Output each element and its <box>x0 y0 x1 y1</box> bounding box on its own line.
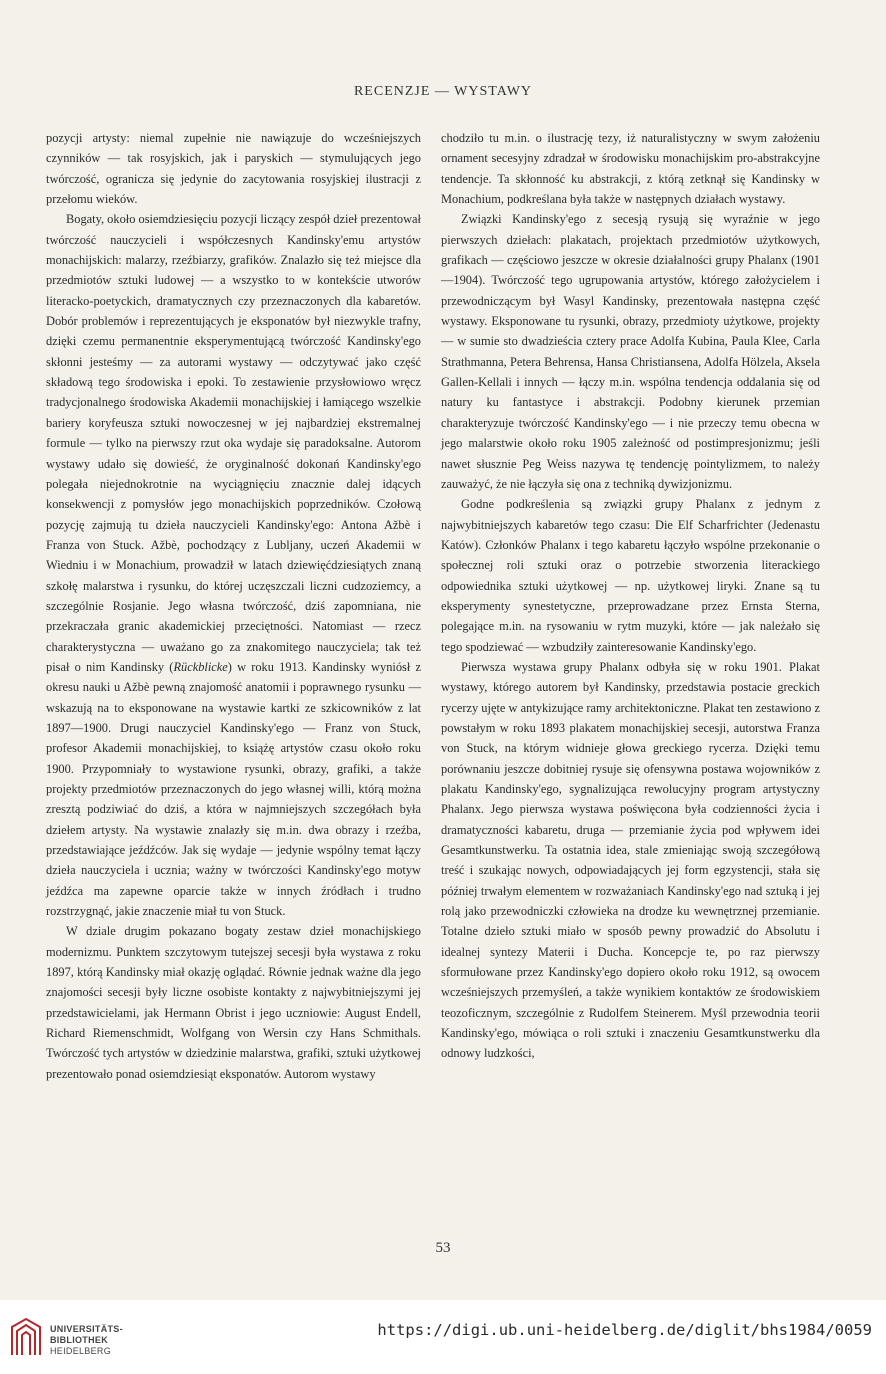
library-logo-text[interactable] <box>50 1324 123 1357</box>
book-title: Rückblicke <box>173 659 228 674</box>
right-column <box>441 128 820 1064</box>
paragraph: pozycji artysty: niemal zupełnie nie nawiązuje do wcześniejszych czynników — tak rosyjskich, jak i paryskich — stymulujących jego twórczość, ogranicza się jedynie do zacytowania rosyjskiej ilustracji z przełomu wieków. <box>46 131 421 207</box>
running-header: RECENZJE — WYSTAWY <box>353 84 533 99</box>
paragraph: Pierwsza wystawa grupy Phalanx odbyła się w roku 1901. Plakat wystawy, którego autorem był Kandinsky, przedstawia postacie greckich rycerzy ujęte w antykizujące ramy architektoniczne. Plakat ten zestawiono z powstałym w roku 1893 plakatem monachijskiej secesji, autorstwa Franza von Stuck, na którym widnieje głowa greckiego rycerza. Dzięki temu porównaniu jeszcze dobitniej rysuje się ofensywna postawa wojowników z plakatu Kandinsky'ego, sygnalizująca rewolucyjny program artystyczny Phalanx. Jego pierwsza wystawa poświęcona była codzienności życia i dramatyczności kabaretu, druga — przemianie życia pod wpływem idei Gesamtkunstwerku. Ta ostatnia idea, stale zmieniając swoją szczegółową treść i szukając nowych, odpowiadających jej form egzystencji, stała się później trwałym elementem w rozważaniach Kandinsky'ego nad sztuką i jej rolą jako przewodniczki człowieka na drodze ku wewnętrznej przemianie. Totalne dzieło sztuki miało w sposób pewny prowadzić do Absolutu i idealnej syntezy Materii i Ducha. Koncepcje te, po raz pierwszy sformułowane przez Kandinsky'ego dopiero około roku 1912, są owocem wcześniejszych przemyśleń, a także wynikiem kontaktów ze środowiskiem teozoficznym, szczególnie z Rudolfem Steinerem. Myśl przewodnia teorii Kandinsky'ego, mówiąca o roli sztuki i znaczeniu Gesamtkunstwerku dla odnowy ludzkości, <box>441 659 820 1061</box>
paragraph <box>46 209 421 921</box>
left-column <box>46 128 421 1084</box>
page-number: 53 <box>435 1240 451 1256</box>
paragraph: Godne podkreślenia są związki grupy Phalanx z jednym z najwybitniejszych kabaretów tego czasu: Die Elf Scharfrichter (Jedenastu Katów). Członków Phalanx i tego kabaretu łączyło wspólne przekonanie o społecznej roli sztuki oraz o potrzebie stworzenia literackiego odpowiednika sztuki użytkowej — np. użytkowej liryki. Znane są tu eksperymenty synestetyczne, przeprowadzane przez Ernsta Sterna, polegające m.in. na rysowaniu w rytm muzyki, które — jak należało się tego spodziewać — wzbudziły zainteresowanie Kandinsky'ego. <box>441 497 820 654</box>
permalink-url[interactable]: https://digi.ub.uni-heidelberg.de/diglit/bhs1984/0059 <box>377 1321 872 1339</box>
logo-line: UNIVERSITÄTS- <box>50 1324 123 1334</box>
paragraph-text: Bogaty, około osiemdziesięciu pozycji liczący zespół dzieł prezentował twórczość nauczycieli i współczesnych Kandinsky'emu artystów monachijskich: malarzy, rzeźbiarzy, grafików. Znalazło się też miejsce dla przedmiotów sztuki ludowej — a wszystko to w kontekście utworów literacko-poetyckich, dramatycznych czy przeznaczonych dla kabaretów. Dobór problemów i reprezentujących je eksponatów był niezwykle trafny, dzięki czemu permanentnie eksperymentującą twórczość Kandinsky'ego skłonni jesteśmy — za autorami wystawy — odczytywać jako część składową tego środowiska i epoki. To zestawienie przysłowiowo wręcz tradycjonalnego środowiska Akademii monachijskiej i łamiącego wszelkie bariery koryfeusza sztuki nowoczesnej w jej najbardziej ekstremalnej formule — tylko na pierwszy rzut oka wydaje się paradoksalne. Autorom wystawy udało się dowieść, że oryginalność dokonań Kandinsky'ego polegała niejednokrotnie na wyciągnięciu znacznie dalej idących konsekwencji z pomysłów jego monachijskich poprzedników. Czołową pozycję zajmują tu dzieła nauczycieli Kandinsky'ego: Antona Ažbè i Franza von Stuck. Ažbè, pochodzący z Lublјany, uczeń Akademii w Wiedniu i w Monachium, prowadził w latach dziewięćdziesiątych znaną szkołę malarstwa i rysunku, do której uczęszczali liczni cudzoziemcy, a szczególnie Rosjanie. Jego własna twórczość, dziś zapomniana, nie przekraczała granic akademickiej przeciętności. Natomiast — rzecz charakterystyczna — uważano go za znakomitego nauczyciela; tak też pisał o nim Kandinsky ( <box>46 212 421 674</box>
paragraph: Związki Kandinsky'ego z secesją rysują się wyraźnie w jego pierwszych dziełach: plakatach, projektach przedmiotów użytkowych, grafikach — częściowo jeszcze w okresie działalności grupy Phalanx (1901—1904). Twórczość tego ugrupowania artystów, którego założycielem i przewodniczącym był Wasyl Kandinsky, prezentowała następna część wystawy. Eksponowane tu rysunki, obrazy, przedmioty użytkowe, projekty — w sumie sto dwadzieścia cztery prace Adolfa Kubina, Paula Klee, Carla Strathmanna, Petera Behrensa, Hansa Christiansena, Adolfa Hölzela, Aksela Gallen-Kellali i innych — łączy m.in. wspólna tendencja oddalania się od natury ku fantastyce i abstrakcji. Podobny kierunek przemian charakteryzuje twórczość Kandinsky'ego — i nie przeczy temu obecna w jego malarstwie około roku 1905 zależność od postimpresjonizmu; jeśli nawet słusznie Peg Weiss nazywa tę tendencję pointylizmem, to należy zauważyć, że nie łączyła się ona z techniką dywizjonizmu. <box>441 212 820 491</box>
footer-bar <box>0 1300 886 1374</box>
paragraph: W dziale drugim pokazano bogaty zestaw dzieł monachijskiego modernizmu. Punktem szczytowym tutejszej secesji była wystawa z roku 1897, którą Kandinsky miał okazję oglądać. Równie jednak ważne dla jego znajomości secesji były liczne osobiste kontakty z najwybitniejszymi jej przedstawicielami, jak Hermann Obrist i jego uczniowie: August Endell, Richard Riemenschmidt, Wolfgang von Wersin czy Hans Schmithals. Twórczość tych artystów w dziedzinie malarstwa, grafiki, sztuki użytkowej prezentowało ponad osiemdziesiąt eksponatów. Autorom wystawy <box>46 924 421 1081</box>
logo-line: BIBLIOTHEK <box>50 1335 108 1345</box>
logo-line: HEIDELBERG <box>50 1346 112 1356</box>
library-logo-icon[interactable] <box>10 1317 42 1357</box>
paragraph-text: ) w roku 1913. Kandinsky wyniósł z okresu nauki u Ažbè pewną znajomość anatomii i poprawnego rysunku — wskazują na to eksponowane na wystawie kartki ze szkicowników z lat 1897—1900. Drugi nauczyciel Kandinsky'ego — Franz von Stuck, profesor Akademii monachijskiej, to książę artystów czasu około roku 1900. Przypomniały to wystawione rysunki, obrazy, grafiki, a także projekty przedmiotów przeznaczonych do jego własnej willi, którą można zresztą podziwiać do dziś, a która w najmniejszych szczegółach była dziełem artysty. Na wystawie znalazły się m.in. dwa obrazy i rzeźba, przedstawiające jeźdźców. Jak się wydaje — jedynie wspólny temat łączy dzieła nauczyciela i ucznia; ważny w twórczości Kandinsky'ego motyw jeźdźca ma zapewne oparcie także w innych źródłach i trudno rozstrzygnąć, jakie znaczenie miał tu von Stuck. <box>46 659 421 919</box>
paragraph: chodziło tu m.in. o ilustrację tezy, iż naturalistyczny w swym założeniu ornament secesyjny zdradzał w środowisku monachijskim pro-abstrakcyjne tendencje. Ta skłonność ku abstrakcji, z którą zetknął się Kandinsky w Monachium, podkreślana była także w następnych działach wystawy. <box>441 131 820 207</box>
